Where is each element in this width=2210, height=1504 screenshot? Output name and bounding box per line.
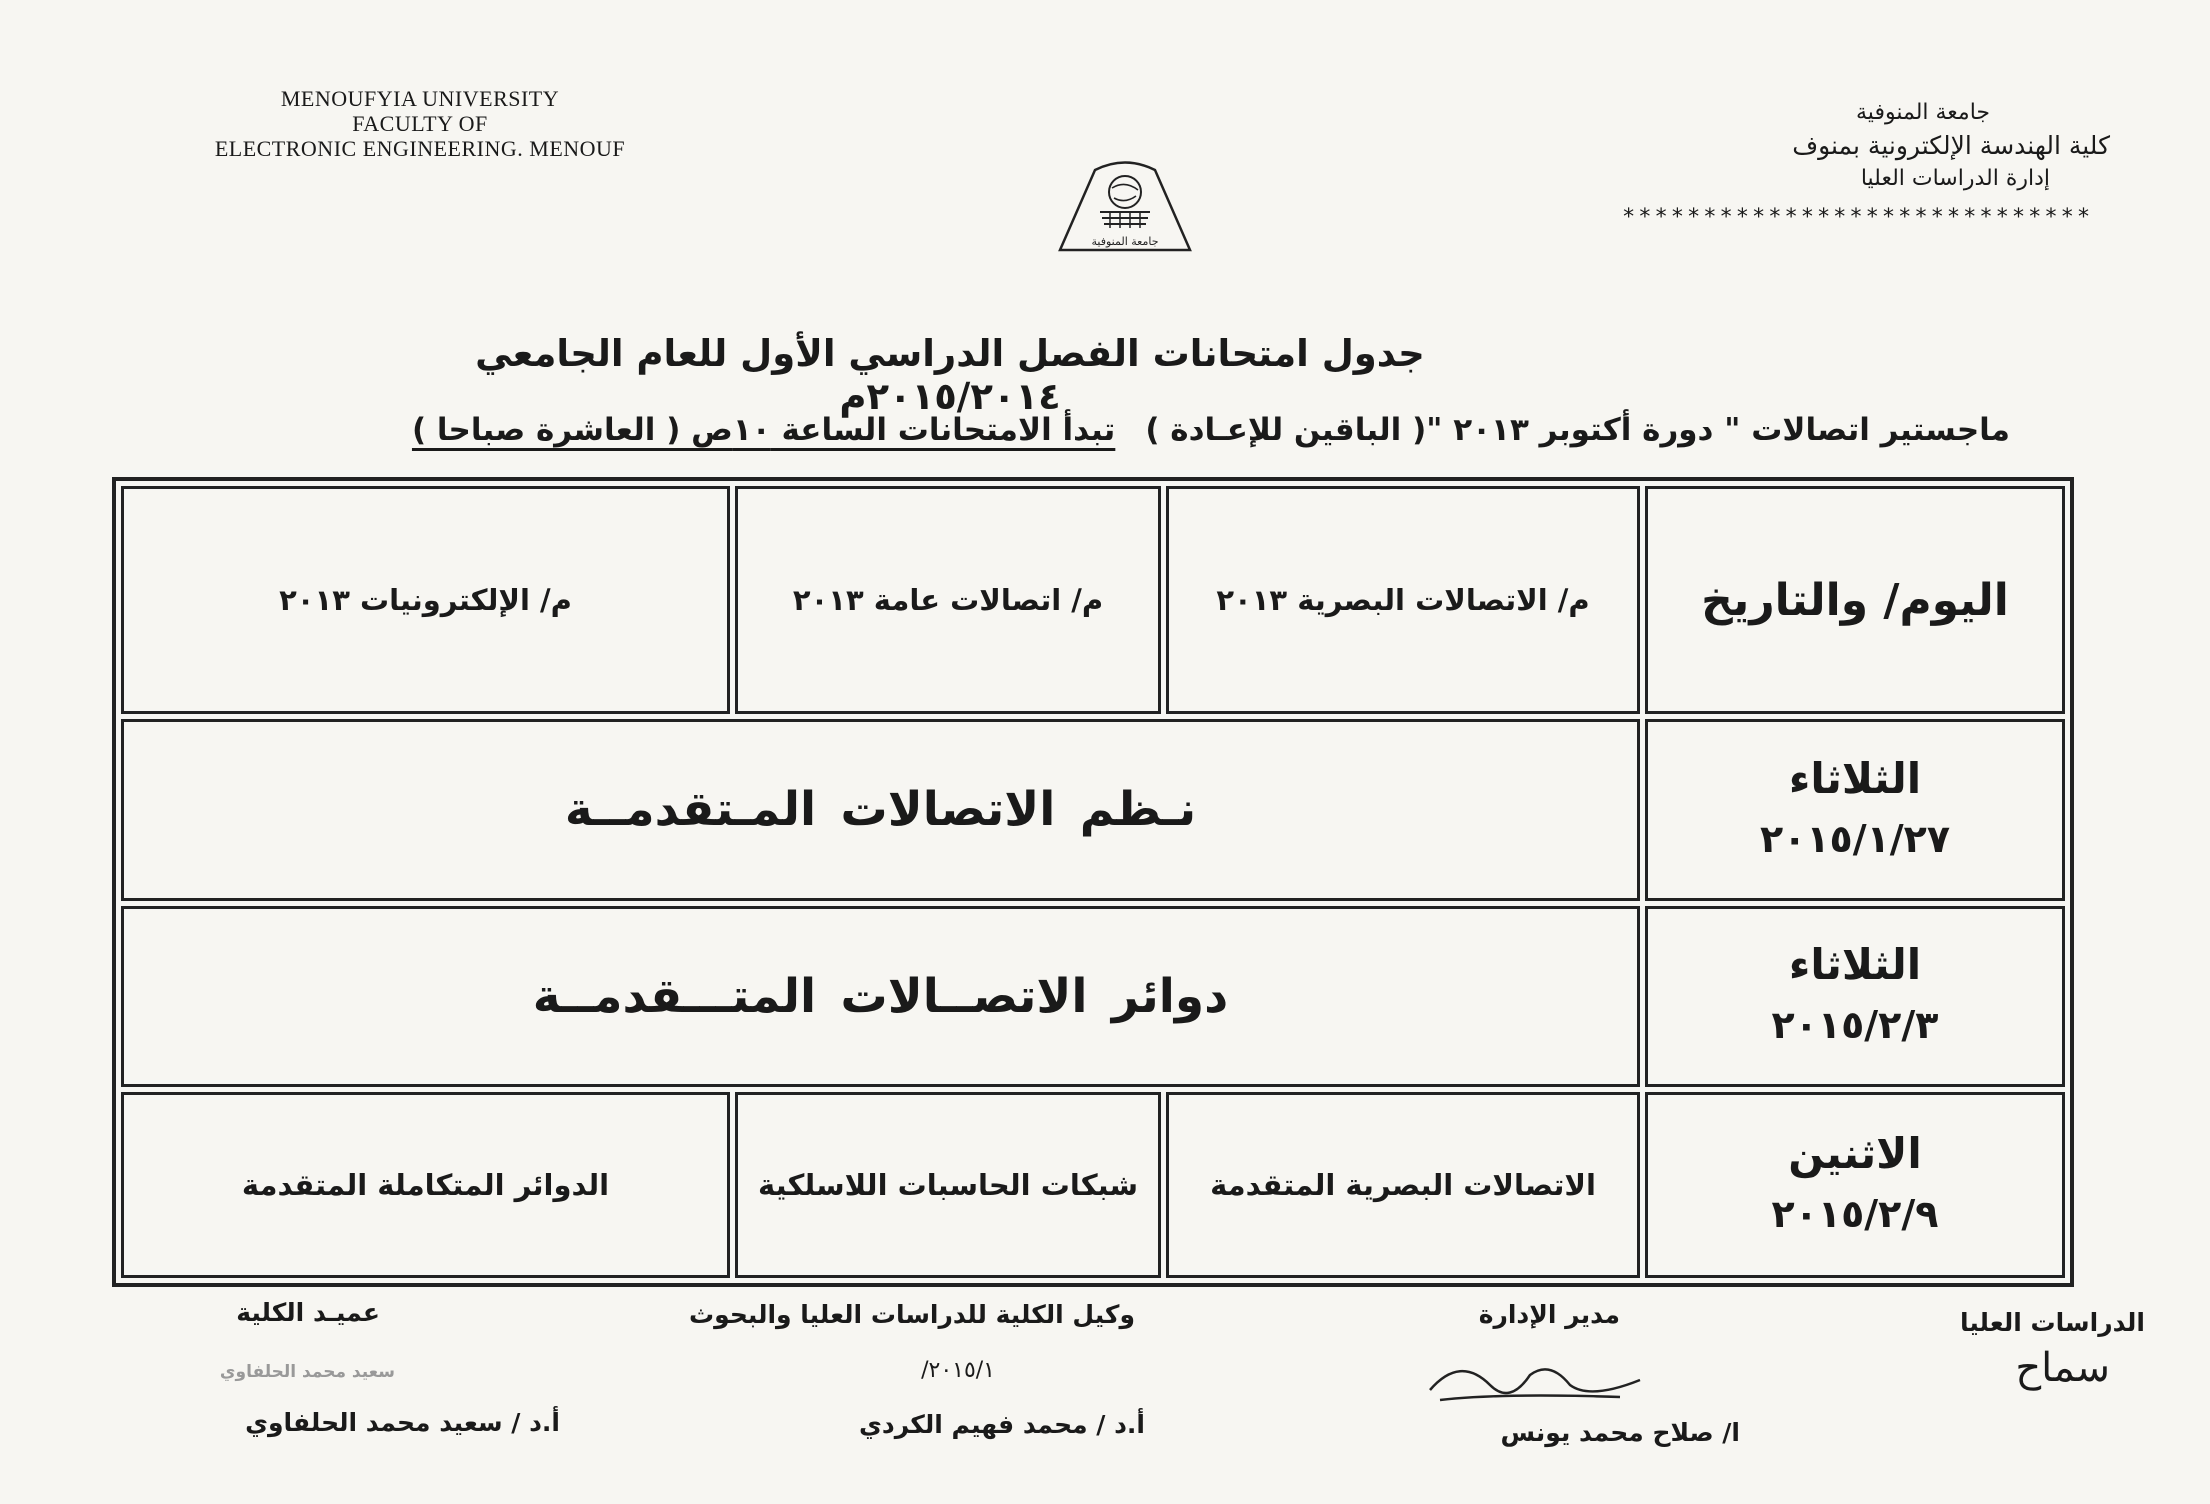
faculty-name-en: ELECTRONIC ENGINEERING. MENOUF bbox=[214, 136, 626, 161]
header-day-date: اليوم/ والتاريخ bbox=[1645, 486, 2065, 714]
dean-title: عميـد الكلية bbox=[236, 1298, 380, 1327]
table-row bbox=[121, 719, 2065, 901]
row-1-day: الثلاثاء ٢٠١٥/١/٢٧ bbox=[1645, 719, 2065, 901]
row-3-general-comm: شبكات الحاسبات اللاسلكية bbox=[735, 1092, 1161, 1278]
manager-name: ا/ صلاح محمد يونس bbox=[1500, 1418, 1740, 1447]
faculty-name-ar: كلية الهندسة الإلكترونية بمنوف bbox=[1792, 131, 2110, 160]
stars-divider: ***************************** bbox=[1622, 205, 2094, 230]
svg-text:جامعة المنوفية: جامعة المنوفية bbox=[1091, 235, 1159, 248]
row-3-day: الاثنين ٢٠١٥/٢/٩ bbox=[1645, 1092, 2065, 1278]
department-name-ar: إدارة الدراسات العليا bbox=[1860, 166, 2050, 191]
page-title: جدول امتحانات الفصل الدراسي الأول للعام الجامعي ٢٠١٥/٢٠١٤م bbox=[475, 332, 1425, 418]
university-name-ar: جامعة المنوفية bbox=[1856, 100, 1990, 125]
row-1-exam: نـظم الاتصالات المـتقدمــة bbox=[121, 719, 1640, 901]
dean-stamp: سعيد محمد الحلفاوي bbox=[219, 1362, 395, 1382]
row-2-exam: دوائر الاتصــالات المتـــقدمــة bbox=[121, 906, 1640, 1088]
dean-name: أ.د / سعيد محمد الحلفاوي bbox=[245, 1408, 560, 1437]
row-2-day: الثلاثاء ٢٠١٥/٢/٣ bbox=[1645, 906, 2065, 1088]
table-row bbox=[121, 906, 2065, 1088]
vice-dean-title: وكيل الكلية للدراسات العليا والبحوث bbox=[689, 1300, 1135, 1329]
grad-studies-title: الدراسات العليا bbox=[1959, 1308, 2145, 1337]
table-row bbox=[121, 1092, 2065, 1278]
arabic-letterhead bbox=[1590, 96, 2110, 195]
grad-studies-signature: سماح bbox=[2015, 1345, 2110, 1391]
header-electronics: م/ الإلكترونيات ٢٠١٣ bbox=[121, 486, 730, 714]
university-name-en: MENOUFYIA UNIVERSITY bbox=[280, 86, 560, 111]
header-general-comm: م/ اتصالات عامة ٢٠١٣ bbox=[735, 486, 1161, 714]
subtitle-start-time: تبدأ الامتحانات الساعة ١٠ص ( العاشرة صباحا ) bbox=[411, 412, 1116, 448]
table-header-row bbox=[121, 486, 2065, 714]
subtitle-program: ماجستير اتصالات " دورة أكتوبر ٢٠١٣ "( الباقين للإعـادة ) bbox=[1145, 412, 2010, 448]
vice-dean-sign-date: ٢٠١٥/١/ bbox=[921, 1358, 995, 1383]
english-letterhead bbox=[160, 86, 680, 161]
university-logo-icon bbox=[1040, 150, 1210, 260]
exam-schedule-table bbox=[112, 477, 2074, 1287]
manager-title: مدير الإدارة bbox=[1478, 1300, 1620, 1329]
row-3-electronics: الدوائر المتكاملة المتقدمة bbox=[121, 1092, 730, 1278]
vice-dean-name: أ.د / محمد فهيم الكردي bbox=[858, 1410, 1145, 1439]
faculty-label-en: FACULTY OF bbox=[352, 111, 488, 136]
header-optical-comm: م/ الاتصالات البصرية ٢٠١٣ bbox=[1166, 486, 1640, 714]
manager-signature-icon bbox=[1420, 1345, 1650, 1415]
row-3-optical-comm: الاتصالات البصرية المتقدمة bbox=[1166, 1092, 1640, 1278]
page-subtitle bbox=[200, 412, 2010, 448]
